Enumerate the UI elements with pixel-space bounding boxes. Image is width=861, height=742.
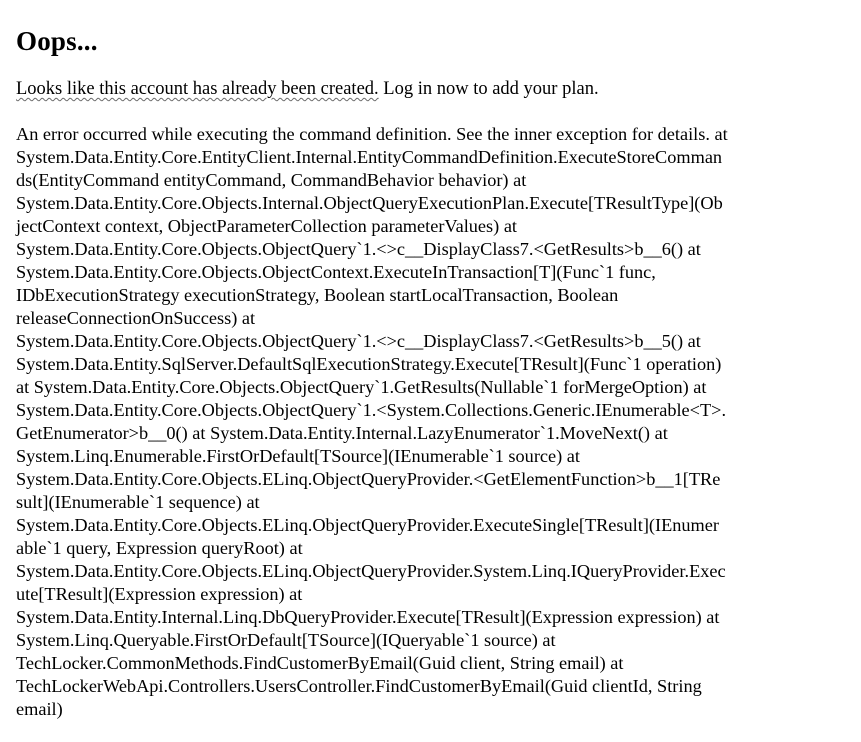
account-exists-message [16,78,861,101]
login-prompt-text: Log in now to add your plan. [378,79,599,99]
page-title: Oops... [16,26,98,56]
exception-details: An error occurred while executing the command definition. See the inner exception for details. at System.Data.Entity.Core.EntityClient.Internal.EntityCommandDefinition.ExecuteStoreComman ds(EntityCommand entityCommand, CommandBehavior behavior) at System.Data.Entity.Core.Objects.Internal.ObjectQueryExecutionPlan.Execute[TResultType](Ob jectContext context, ObjectParameterCollection parameterValues) at System.Data.Entity.Core.Objects.ObjectQuery`1.<>c__DisplayClass7.<GetResults>b__6() at System.Data.Entity.Core.Objects.ObjectContext.ExecuteInTransaction[T](Func`1 func, IDbExecutionStrategy executionStrategy, Boolean startLocalTransaction, Boolean releaseConnectionOnSuccess) at System.Data.Entity.Core.Objects.ObjectQuery`1.<>c__DisplayClass7.<GetResults>b__5() at System.Data.Entity.SqlServer.DefaultSqlExecutionStrategy.Execute[TResult](Func`1 operation) at System.Data.Entity.Core.Objects.ObjectQuery`1.GetResults(Nullable`1 forMergeOption) at System.Data.Entity.Core.Objects.ObjectQuery`1.<System.Collections.Generic.IEnumerable<T>. GetEnumerator>b__0() at System.Data.Entity.Internal.LazyEnumerator`1.MoveNext() at System.Linq.Enumerable.FirstOrDefault[TSource](IEnumerable`1 source) at System.Data.Entity.Core.Objects.ELinq.ObjectQueryProvider.<GetElementFunction>b__1[TRe sult](IEnumerable`1 sequence) at System.Data.Entity.Core.Objects.ELinq.ObjectQueryProvider.ExecuteSingle[TResult](IEnumer able`1 query, Expression queryRoot) at System.Data.Entity.Core.Objects.ELinq.ObjectQueryProvider.System.Linq.IQueryProvider.Exec ute[TResult](Expression expression) at System.Data.Entity.Internal.Linq.DbQueryProvider.Execute[TResult](Expression expression) at System.Linq.Queryable.FirstOrDefault[TSource](IQueryable`1 source) at TechLocker.CommonMethods.FindCustomerByEmail(Guid client, String email) at TechLockerWebApi.Controllers.UsersController.FindCustomerByEmail(Guid clientId, String email) [16,124,728,719]
account-exists-text: Looks like this account has already been created. [16,79,379,99]
